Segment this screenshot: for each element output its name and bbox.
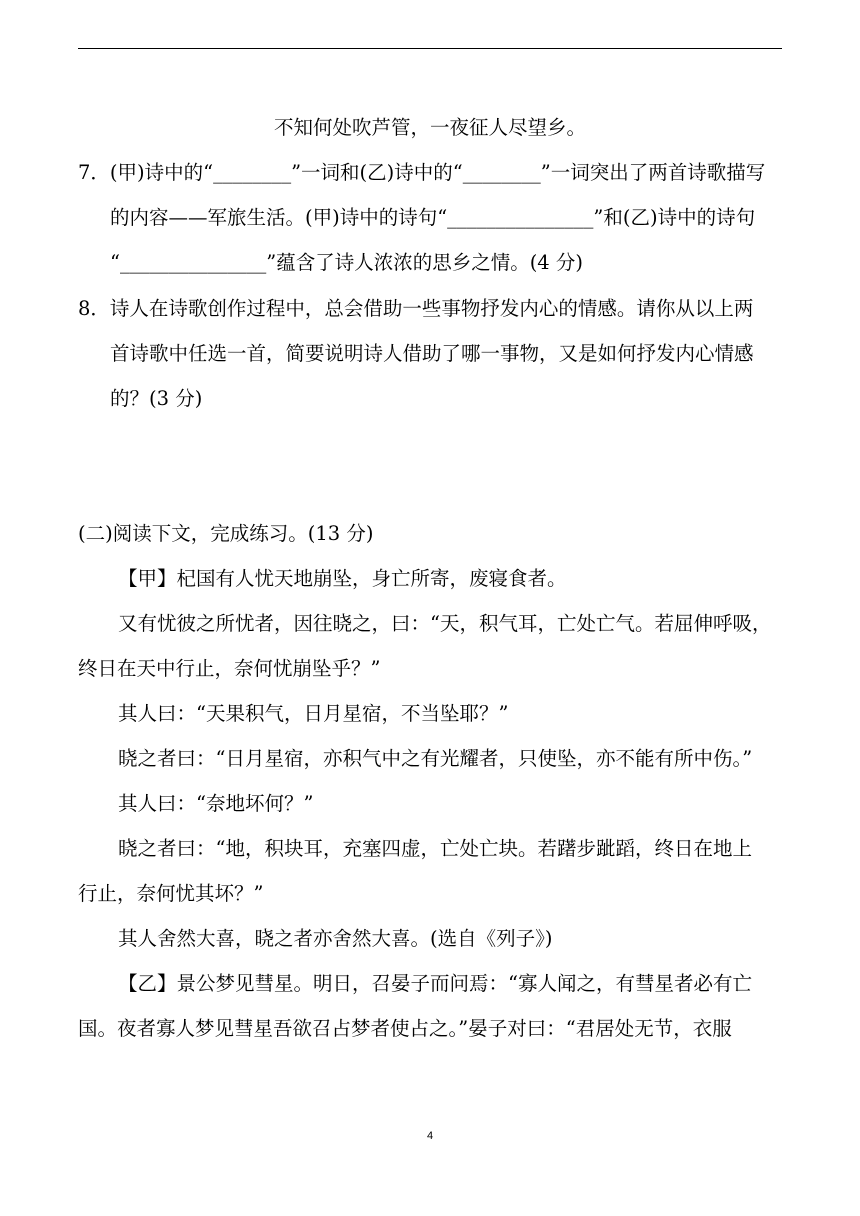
passage-paragraph-8-line-2: 国。夜者寡人梦见彗星吾欲召占梦者使占之。”晏子对曰：“君居处无节，衣服 [78, 1017, 732, 1040]
question-7-line-1: 7．(甲)诗中的“________”一词和(乙)诗中的“________”一词突出了两首诗歌描写 [78, 161, 766, 184]
passage-paragraph-3: 其人曰：“天果积气，日月星宿，不当坠耶？” [118, 702, 509, 725]
passage-paragraph-7: 其人舍然大喜，晓之者亦舍然大喜。(选自《列子》) [118, 927, 553, 950]
question-8-line-1: 8．诗人在诗歌创作过程中，总会借助一些事物抒发内心的情感。请你从以上两 [78, 297, 754, 320]
question-8-line-3: 的？(3 分) [110, 387, 203, 410]
passage-paragraph-8-line-1: 【乙】景公梦见彗星。明日，召晏子而问焉：“寡人闻之，有彗星者必有亡 [118, 972, 752, 995]
passage-paragraph-1: 【甲】杞国有人忧天地崩坠，身亡所寄，废寝食者。 [118, 567, 567, 590]
passage-paragraph-2-line-2: 终日在天中行止，奈何忧崩坠乎？” [78, 657, 381, 680]
passage-paragraph-6-line-2: 行止，奈何忧其坏？” [78, 882, 264, 905]
passage-paragraph-2-line-1: 又有忧彼之所忧者，因往晓之，曰：“天，积气耳，亡处亡气。若屈伸呼吸， [118, 612, 772, 635]
section-2-heading: (二)阅读下文，完成练习。(13 分) [78, 522, 374, 545]
passage-paragraph-5: 其人曰：“奈地坏何？” [118, 792, 314, 815]
passage-paragraph-6-line-1: 晓之者曰：“地，积块耳，充塞四虚，亡处亡块。若躇步跐蹈，终日在地上 [118, 837, 752, 860]
poem-last-line: 不知何处吹芦管，一夜征人尽望乡。 [273, 116, 586, 139]
question-8-line-2: 首诗歌中任选一首，简要说明诗人借助了哪一事物，又是如何抒发内心情感 [110, 342, 754, 365]
question-7-line-2: 的内容——军旅生活。(甲)诗中的诗句“_______________”和(乙)诗中的诗句 [110, 206, 756, 229]
question-7-line-3: “_______________”蕴含了诗人浓浓的思乡之情。(4 分) [110, 251, 584, 274]
page-number: 4 [426, 1130, 434, 1142]
header-rule [78, 48, 782, 49]
passage-paragraph-4: 晓之者曰：“日月星宿，亦积气中之有光耀者，只使坠，亦不能有所中伤。” [118, 747, 753, 770]
